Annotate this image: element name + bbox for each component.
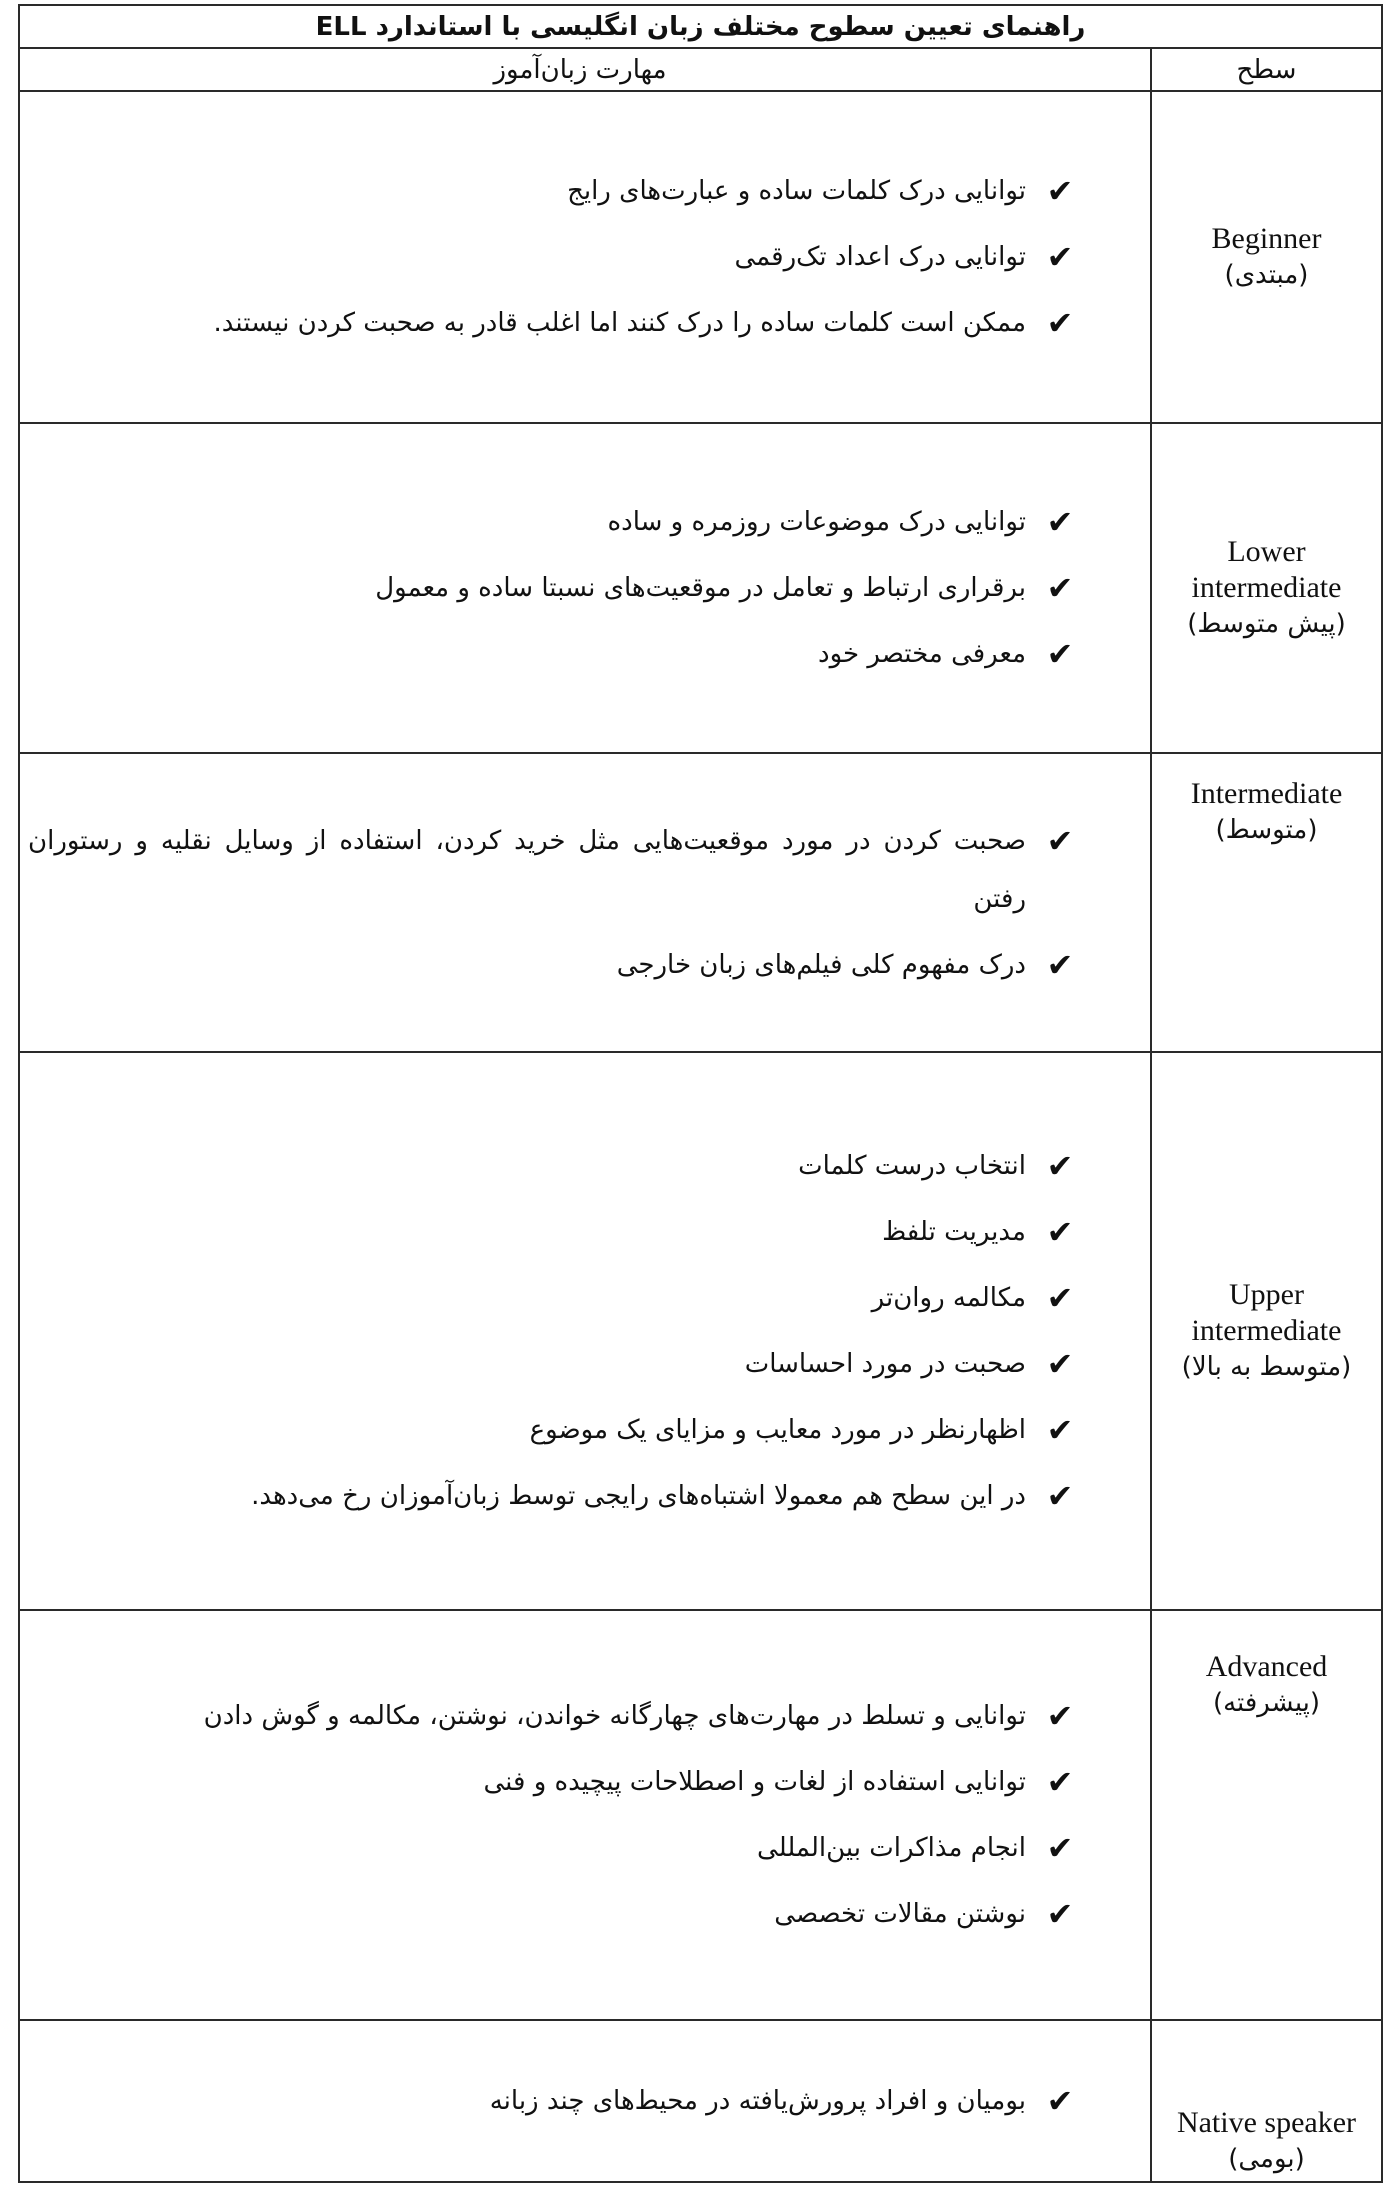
table-title: راهنمای تعیین سطوح مختلف زبان انگلیسی با استاندارد ELL — [20, 6, 1381, 49]
level-name-en: Lower intermediate — [1191, 535, 1342, 604]
level-name-en: Advanced — [1205, 1650, 1328, 1683]
level-name-en: Beginner — [1211, 222, 1322, 255]
skills-cell — [20, 1611, 1150, 2019]
level-row-intermediate — [20, 754, 1381, 1053]
skill-item — [28, 1269, 1132, 1327]
header-skills: مهارت زبان‌آموز — [493, 54, 667, 85]
check-icon: ✔ — [1046, 945, 1074, 984]
level-cell — [1150, 1053, 1381, 1609]
skills-cell — [20, 2021, 1150, 2181]
skill-text: توانایی درک کلمات ساده و عبارت‌های رایج — [567, 176, 1026, 206]
skill-item — [28, 1203, 1132, 1261]
skill-text: مدیریت تلفظ — [882, 1217, 1026, 1247]
check-icon: ✔ — [1046, 569, 1074, 607]
skill-item — [28, 294, 1132, 352]
level-row-lower-intermediate — [20, 424, 1381, 754]
skills-cell — [20, 92, 1150, 422]
skill-item — [28, 228, 1132, 286]
check-icon: ✔ — [1046, 1411, 1074, 1449]
check-icon: ✔ — [1046, 1279, 1074, 1317]
level-row-native-speaker — [20, 2021, 1381, 2181]
skill-text: توانایی درک اعداد تک‌رقمی — [734, 242, 1026, 272]
skill-text: توانایی درک موضوعات روزمره و ساده — [607, 507, 1026, 537]
skill-text: درک مفهوم کلی فیلم‌های زبان خارجی — [616, 949, 1026, 980]
level-name-fa: (متوسط به بالا) — [1181, 1352, 1352, 1382]
level-cell — [1150, 754, 1381, 1051]
level-row-upper-intermediate — [20, 1053, 1381, 1611]
header-level: سطح — [1150, 49, 1381, 90]
skills-list — [28, 1129, 1132, 1533]
skills-list — [28, 485, 1132, 691]
level-cell — [1150, 2021, 1381, 2181]
level-name-fa: (بومی) — [1228, 2144, 1305, 2174]
skill-text: انجام مذاکرات بین‌المللی — [757, 1833, 1026, 1863]
skill-item — [28, 162, 1132, 220]
skill-text: اظهارنظر در مورد معایب و مزایای یک موضوع — [529, 1415, 1026, 1445]
skill-item — [28, 2072, 1132, 2130]
level-cell — [1150, 1611, 1381, 2019]
level-row-beginner — [20, 92, 1381, 424]
skill-text: برقراری ارتباط و تعامل در موقعیت‌های نسبتا ساده و معمول — [375, 573, 1026, 603]
skills-list — [28, 1679, 1132, 1951]
check-icon: ✔ — [1046, 172, 1074, 210]
level-cell — [1150, 92, 1381, 422]
skill-text: بومیان و افراد پرورش‌یافته در محیط‌های چند زبانه — [489, 2086, 1026, 2116]
skills-cell — [20, 754, 1150, 1051]
level-cell — [1150, 424, 1381, 752]
level-name-fa: (مبتدی) — [1224, 260, 1309, 290]
skill-text: توانایی و تسلط در مهارت‌های چهارگانه خواندن، نوشتن، مکالمه و گوش دادن — [203, 1701, 1026, 1731]
header-row — [20, 49, 1381, 92]
skill-item — [28, 1467, 1132, 1525]
skill-item — [28, 812, 1132, 928]
skill-text: ممکن است کلمات ساده را درک کنند اما اغلب قادر به صحبت کردن نیستند. — [213, 308, 1026, 338]
skills-cell — [20, 424, 1150, 752]
level-name-en: Intermediate — [1190, 777, 1343, 810]
skill-item — [28, 936, 1132, 994]
check-icon: ✔ — [1046, 1763, 1074, 1801]
skill-text: توانایی استفاده از لغات و اصطلاحات پیچیده و فنی — [483, 1767, 1026, 1797]
skill-item — [28, 559, 1132, 617]
ell-levels-table — [18, 4, 1383, 2183]
skills-cell — [20, 1053, 1150, 1609]
level-name-en: Upper intermediate — [1191, 1278, 1342, 1347]
check-icon: ✔ — [1046, 304, 1074, 342]
level-row-advanced — [20, 1611, 1381, 2021]
check-icon: ✔ — [1046, 1895, 1074, 1933]
skill-text: صحبت کردن در مورد موقعیت‌هایی مثل خرید کردن، استفاده از وسایل نقلیه و رستوران رفتن — [28, 825, 1026, 914]
skill-item — [28, 1885, 1132, 1943]
skills-list — [28, 154, 1132, 360]
skill-item — [28, 625, 1132, 683]
skill-item — [28, 1335, 1132, 1393]
skill-item — [28, 493, 1132, 551]
skill-text: صحبت در مورد احساسات — [744, 1349, 1026, 1379]
skill-item — [28, 1401, 1132, 1459]
check-icon: ✔ — [1046, 1345, 1074, 1383]
skill-item — [28, 1753, 1132, 1811]
level-name-fa: (پیشرفته) — [1212, 1688, 1321, 1718]
check-icon: ✔ — [1046, 1213, 1074, 1251]
skills-list — [28, 804, 1132, 1002]
skill-item — [28, 1687, 1132, 1745]
skill-text: در این سطح هم معمولا اشتباه‌های رایجی توسط زبان‌آموزان رخ می‌دهد. — [251, 1481, 1026, 1511]
check-icon: ✔ — [1046, 1697, 1074, 1735]
skill-text: نوشتن مقالات تخصصی — [774, 1899, 1026, 1929]
skills-list — [28, 2064, 1132, 2138]
skill-item — [28, 1819, 1132, 1877]
check-icon: ✔ — [1046, 238, 1074, 276]
skill-item — [28, 1137, 1132, 1195]
skill-text: معرفی مختصر خود — [818, 639, 1026, 669]
check-icon: ✔ — [1046, 1829, 1074, 1867]
check-icon: ✔ — [1046, 1477, 1074, 1515]
check-icon: ✔ — [1046, 2082, 1074, 2120]
check-icon: ✔ — [1046, 1147, 1074, 1185]
check-icon: ✔ — [1046, 821, 1074, 860]
level-name-fa: (متوسط) — [1215, 815, 1318, 845]
skill-text: مکالمه روان‌تر — [871, 1283, 1026, 1313]
check-icon: ✔ — [1046, 635, 1074, 673]
skill-text: انتخاب درست کلمات — [798, 1151, 1026, 1181]
level-name-en: Native speaker — [1176, 2106, 1357, 2139]
check-icon: ✔ — [1046, 503, 1074, 541]
level-name-fa: (پیش متوسط) — [1187, 609, 1346, 639]
